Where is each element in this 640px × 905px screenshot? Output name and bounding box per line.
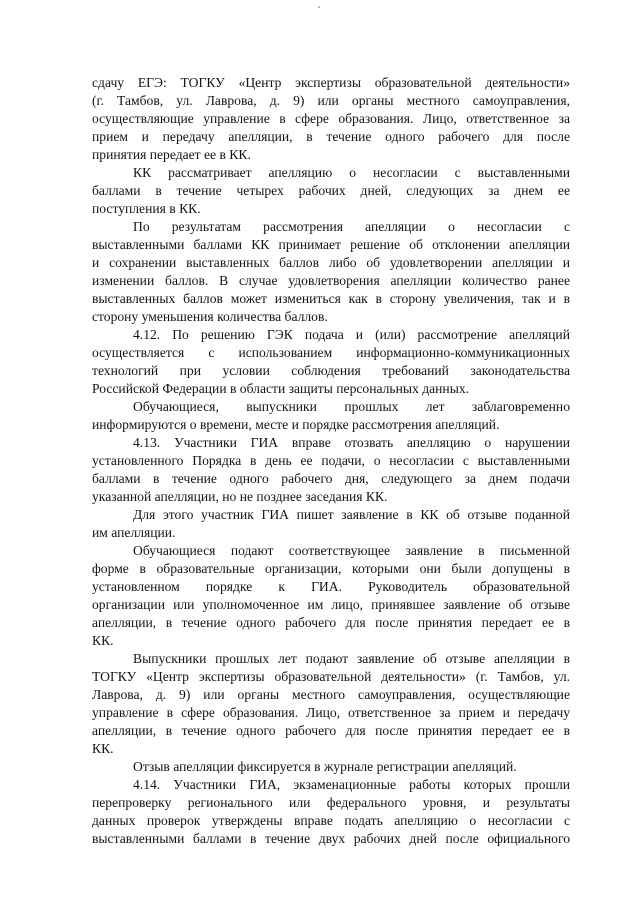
text-line: сдачу ЕГЭ: ТОГКУ «Центр экспертизы образовательной деятельности» xyxy=(92,75,570,90)
text-line: 4.12. По решению ГЭК подача и (или) рассмотрение апелляций xyxy=(133,327,570,342)
text-line: ТОГКУ «Центр экспертизы образовательной деятельности» (г. Тамбов, ул. xyxy=(92,669,570,684)
text-line: организации или уполномоченное им лицо, принявшее заявление об отзыве xyxy=(92,597,570,612)
text-line: 4.14. Участники ГИА, экзаменационные работы которых прошли xyxy=(133,777,570,792)
text-line: Лаврова, д. 9) или органы местного самоуправления, осуществляющие xyxy=(92,687,570,702)
document-body xyxy=(92,74,570,848)
text-line: КК. xyxy=(92,633,114,648)
text-line: поступления в КК. xyxy=(92,201,201,216)
text-line: баллами в течение одного рабочего дня, следующего за днем подачи xyxy=(92,471,570,486)
text-line: осуществляется с использованием информационно-коммуникационных xyxy=(92,345,570,360)
text-line: им апелляции. xyxy=(92,525,176,540)
text-line: апелляции, в течение одного рабочего для после принятия передает ее в xyxy=(92,615,570,630)
text-line: информируются о времени, месте и порядке рассмотрения апелляций. xyxy=(92,417,500,432)
text-line: Обучающиеся, выпускники прошлых лет заблаговременно xyxy=(133,399,570,414)
text-line: установленного Порядка в день ее подачи, о несогласии с выставленными xyxy=(92,453,570,468)
text-line: указанной апелляции, но не позднее заседания КК. xyxy=(92,489,388,504)
text-line: КК рассматривает апелляцию о несогласии с выставленными xyxy=(133,165,570,180)
text-line: управление в сфере образования. Лицо, ответственное за прием и передачу xyxy=(92,705,570,720)
text-line: Для этого участник ГИА пишет заявление в КК об отзыве поданной xyxy=(133,507,570,522)
text-line: выставленными баллами в течение двух рабочих дней после официального xyxy=(92,831,570,846)
text-line: осуществляющие управление в сфере образования. Лицо, ответственное за xyxy=(92,111,570,126)
text-line: апелляции, в течение одного рабочего для после принятия передает ее в xyxy=(92,723,570,738)
text-line: технологий при условии соблюдения требований законодательства xyxy=(92,363,570,378)
text-line: данных проверок утверждены вправе подать апелляцию о несогласии с xyxy=(92,813,570,828)
text-line: (г. Тамбов, ул. Лаврова, д. 9) или органы местного самоуправления, xyxy=(92,93,570,108)
text-line: выставленных баллов может измениться как в сторону увеличения, так и в xyxy=(92,291,570,306)
text-line: и сохранении выставленных баллов либо об удовлетворении апелляции и xyxy=(92,255,570,270)
text-line: сторону уменьшения количества баллов. xyxy=(92,309,328,324)
scan-dot xyxy=(318,6,320,8)
text-line: установленном порядке к ГИА. Руководитель образовательной xyxy=(92,579,570,594)
text-line: КК. xyxy=(92,741,114,756)
text-line: принятия передает ее в КК. xyxy=(92,147,251,162)
text-line: баллами в течение четырех рабочих дней, следующих за днем ее xyxy=(92,183,570,198)
text-line: перепроверку регионального или федерального уровня, и результаты xyxy=(92,795,570,810)
text-line: Отзыв апелляции фиксируется в журнале регистрации апелляций. xyxy=(133,759,517,774)
text-line: Выпускники прошлых лет подают заявление об отзыве апелляции в xyxy=(133,651,570,666)
text-line: Российской Федерации в области защиты персональных данных. xyxy=(92,381,470,396)
text-line: выставленными баллами КК принимает решение об отклонении апелляции xyxy=(92,237,570,252)
text-line: форме в образовательные организации, которыми они были допущены в xyxy=(92,561,570,576)
text-line: изменении баллов. В случае удовлетворения апелляции количество ранее xyxy=(92,273,570,288)
text-line: Обучающиеся подают соответствующее заявление в письменной xyxy=(133,543,570,558)
text-line: прием и передачу апелляции, в течение одного рабочего для после xyxy=(92,129,570,144)
text-line: По результатам рассмотрения апелляции о несогласии с xyxy=(133,219,570,234)
text-line: 4.13. Участники ГИА вправе отозвать апелляцию о нарушении xyxy=(133,435,570,450)
